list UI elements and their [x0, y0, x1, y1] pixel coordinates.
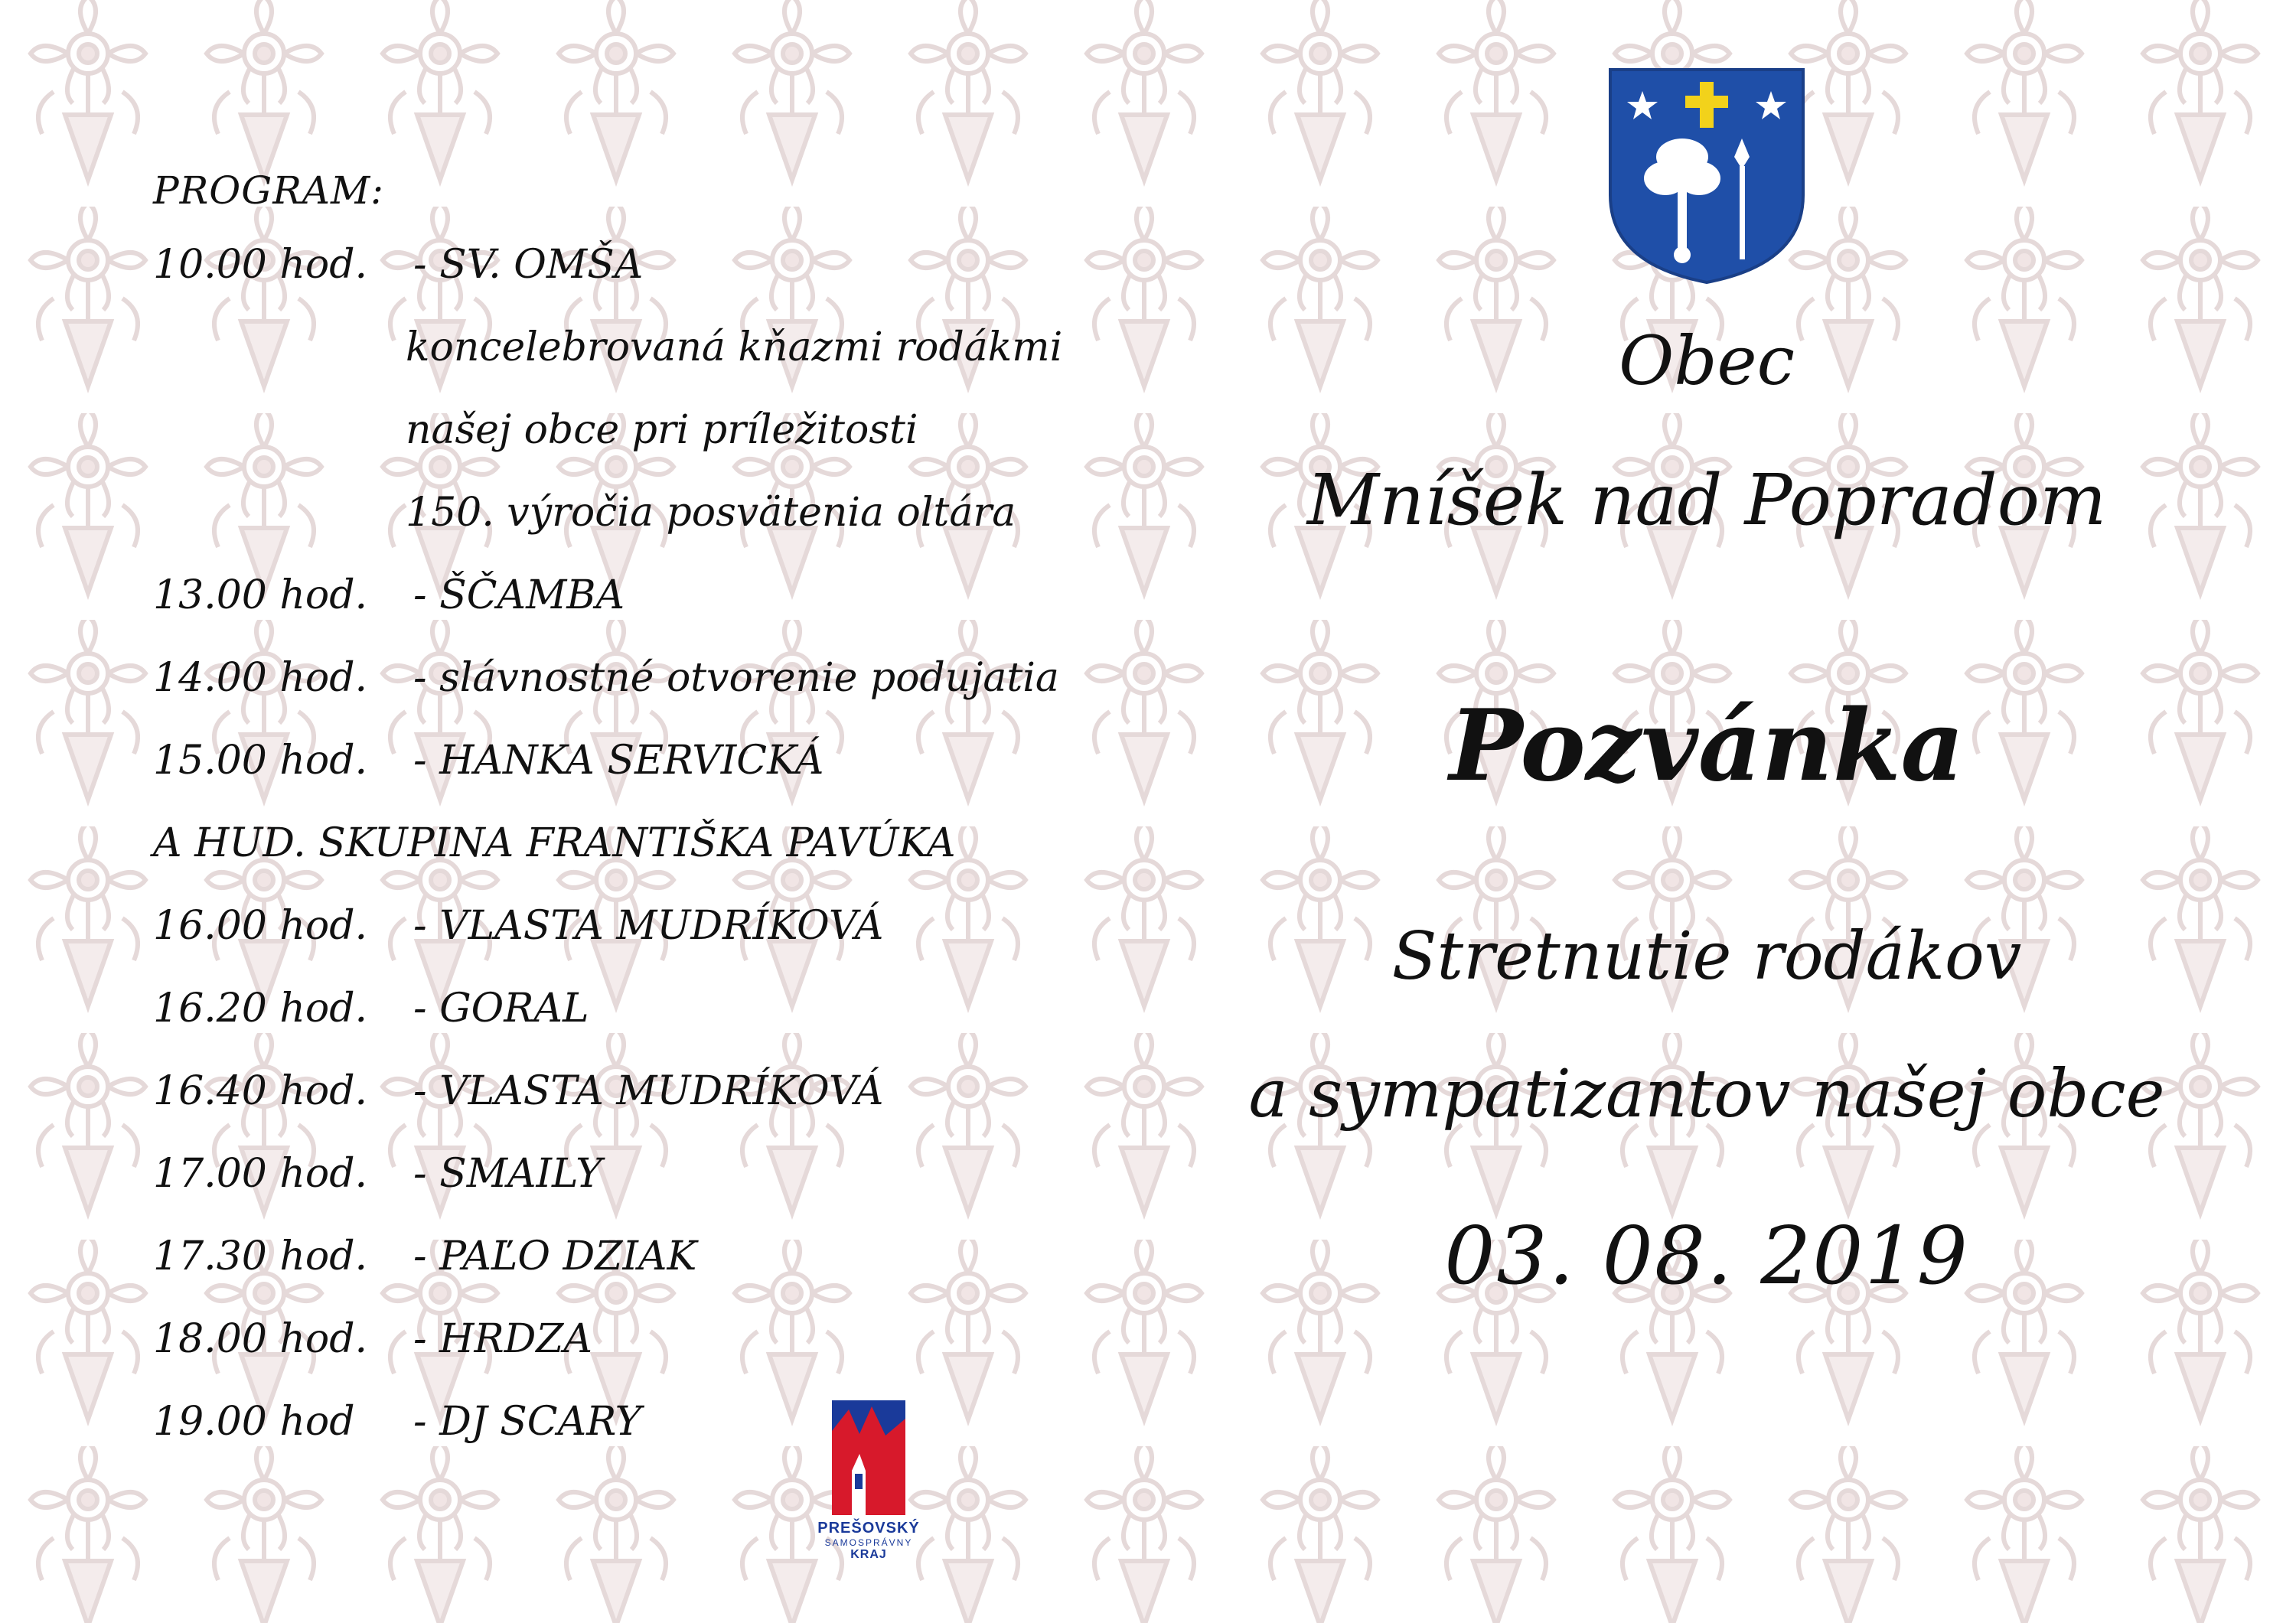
event-date: 03. 08. 2019	[1444, 1209, 1969, 1302]
program-act: - HRDZA	[413, 1316, 592, 1362]
program-time: 18.00 hod.	[153, 1316, 368, 1362]
program-time: 16.40 hod.	[153, 1068, 368, 1114]
program-act: - GORAL	[413, 986, 589, 1031]
mass-detail-line: našej obce pri príležitosti	[406, 407, 918, 453]
program-heading: PROGRAM:	[153, 168, 385, 213]
program-act: - HANKA SERVICKÁ	[413, 738, 824, 784]
municipality-label: Obec	[1619, 321, 1795, 400]
program-time: 14.00 hod.	[153, 655, 368, 701]
program-act: - PAĽO DZIAK	[413, 1234, 697, 1279]
program-time: 13.00 hod.	[153, 572, 368, 618]
village-name: Mníšek nad Popradom	[1306, 459, 2107, 541]
program-row	[153, 223, 1117, 306]
presov-region-logo	[788, 1400, 949, 1562]
program-act: - DJ SCARY	[413, 1399, 642, 1445]
invitation-title: Pozvánka	[1449, 689, 1965, 803]
program-act: - VLASTA MUDRÍKOVÁ	[413, 1068, 884, 1114]
program-row	[153, 1298, 1117, 1380]
program-time: 19.00 hod	[153, 1399, 355, 1445]
program-row	[153, 719, 1117, 802]
program-row	[153, 637, 1117, 719]
program-act: - ŠČAMBA	[413, 572, 625, 618]
program-time: 16.00 hod.	[153, 903, 368, 949]
region-logo-name: PREŠOVSKÝ	[817, 1520, 920, 1537]
presov-region-emblem-icon	[832, 1400, 905, 1515]
program-row	[153, 1133, 1117, 1215]
mass-detail-line: 150. výročia posvätenia oltára	[406, 490, 1016, 536]
program-section	[153, 168, 1117, 1463]
event-subtitle: Stretnutie rodákov	[1391, 918, 2022, 995]
program-act: - SMAILY	[413, 1151, 602, 1197]
program-row	[153, 1050, 1117, 1133]
program-time: 17.00 hod.	[153, 1151, 368, 1197]
program-time: 16.20 hod.	[153, 986, 368, 1031]
program-act: - VLASTA MUDRÍKOVÁ	[413, 903, 884, 949]
region-logo-sub: SAMOSPRÁVNY	[824, 1537, 913, 1548]
program-time: 10.00 hod.	[153, 242, 368, 288]
coat-of-arms-icon	[1606, 65, 1808, 287]
program-row	[153, 885, 1117, 967]
event-subtitle: a sympatizantov našej obce	[1248, 1056, 2165, 1133]
program-time: 15.00 hod.	[153, 738, 368, 784]
program-row	[153, 967, 1117, 1050]
band-line: A HUD. SKUPINA FRANTIŠKA PAVÚKA	[153, 820, 956, 866]
program-act: - SV. OMŠA	[413, 242, 644, 288]
program-row	[153, 1380, 1117, 1463]
program-act: - slávnostné otvorenie podujatia	[413, 655, 1059, 701]
mass-detail-line: koncelebrovaná kňazmi rodákmi	[406, 324, 1063, 370]
program-row	[153, 554, 1117, 637]
program-row	[153, 1215, 1117, 1298]
region-logo-kraj: KRAJ	[850, 1548, 887, 1561]
program-time: 17.30 hod.	[153, 1234, 368, 1279]
